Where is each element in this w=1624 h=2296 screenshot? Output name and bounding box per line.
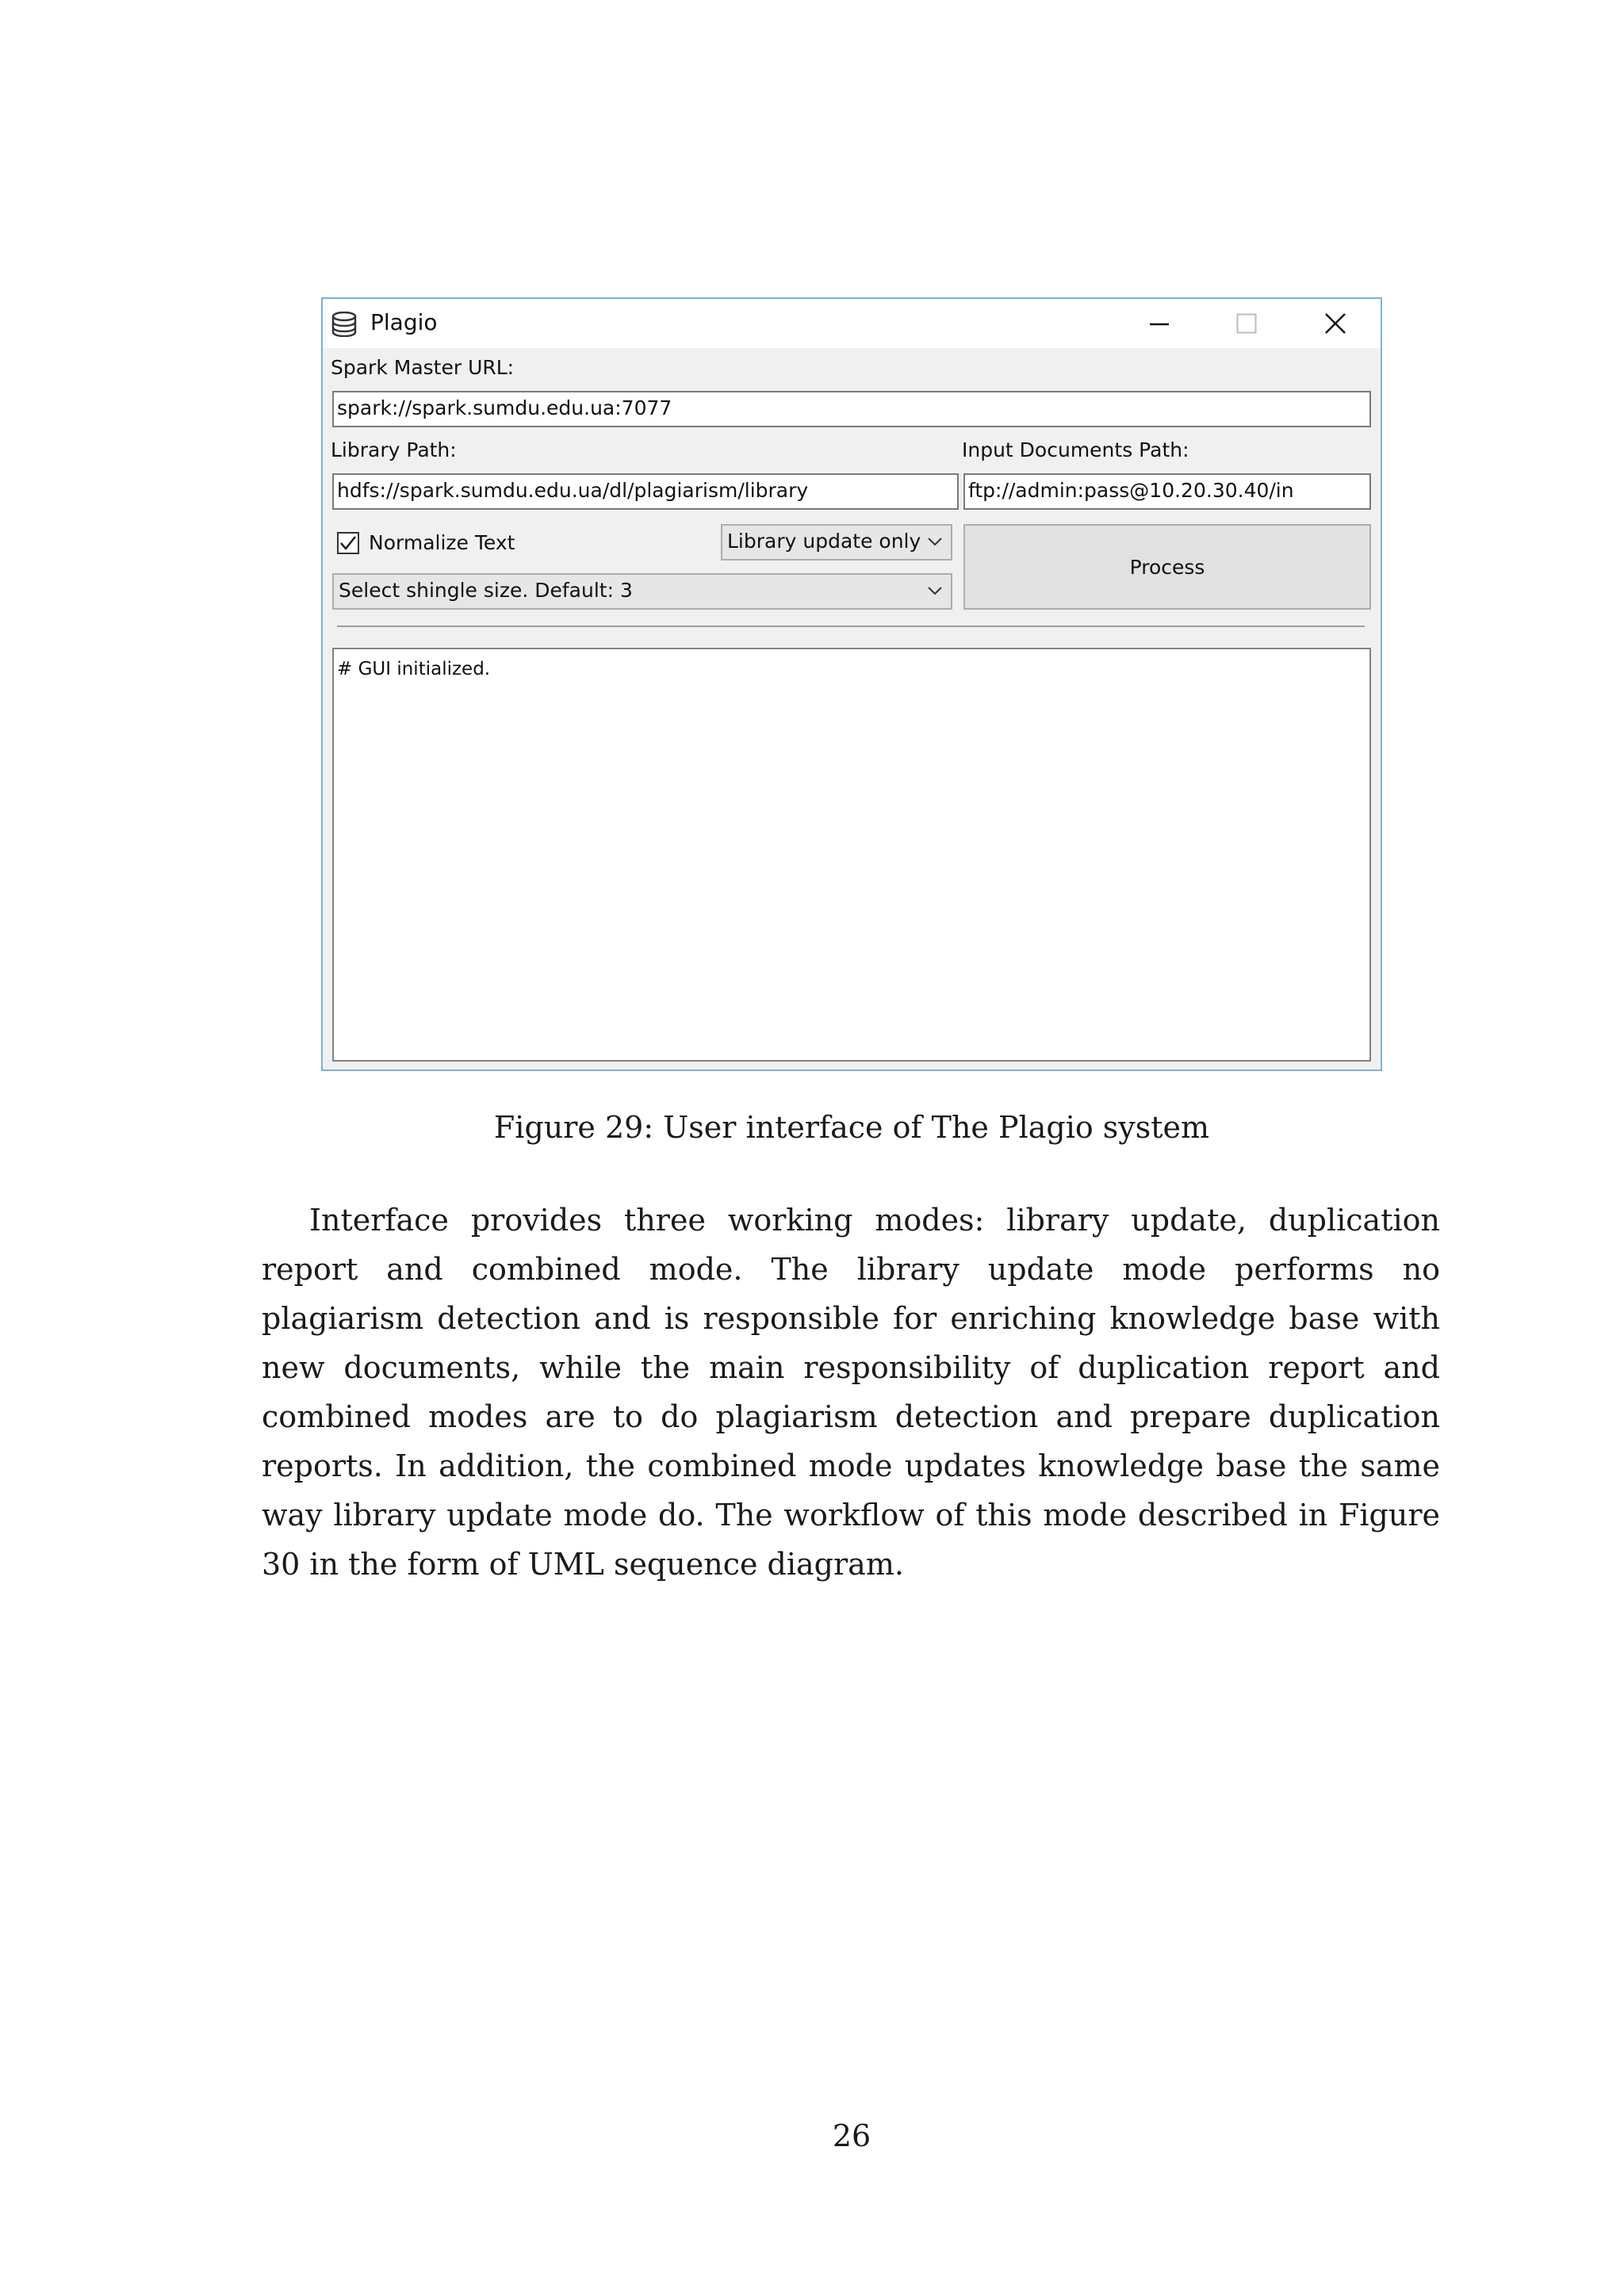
spark-master-url-input[interactable]: spark://spark.sumdu.edu.ua:7077 [332, 391, 1371, 427]
mode-select[interactable] [721, 524, 952, 561]
shingle-size-value: Select shingle size. Default: 3 [339, 579, 633, 602]
log-text: # GUI initialized. [337, 659, 491, 679]
normalize-text-checkbox[interactable] [337, 529, 575, 557]
normalize-text-label: Normalize Text [369, 531, 515, 554]
title-bar[interactable] [323, 299, 1381, 348]
minimize-button[interactable] [1116, 299, 1203, 348]
separator [337, 626, 1365, 627]
maximize-icon [1236, 313, 1257, 334]
input-documents-path-label: Input Documents Path: [962, 438, 1189, 461]
minimize-icon [1149, 313, 1170, 334]
spark-master-url-label: Spark Master URL: [331, 356, 515, 379]
window-title: Plagio [370, 309, 438, 335]
log-output-area[interactable] [332, 648, 1371, 1062]
close-icon [1324, 312, 1346, 335]
input-documents-path-input[interactable]: ftp://admin:pass@10.20.30.40/in [963, 473, 1371, 510]
checkbox-box[interactable] [337, 532, 359, 554]
page-number: 26 [832, 2118, 871, 2153]
chevron-down-icon [927, 584, 943, 597]
body-paragraph: Interface provides three working modes: library update, duplication report and combined mode. The library update mode performs no plagiarism detection and is responsible for enriching knowledge base with new documents, while the main responsibility of duplication report and combined modes are to do plagiarism detection and prepare duplication reports. In addition, the combined mode updates knowledge base the same way library update mode do. The workflow of this mode described in Figure 30 in the form of UML sequence diagram. [262, 1203, 1440, 1582]
check-icon [339, 534, 358, 553]
chevron-down-icon [927, 535, 943, 548]
library-path-label: Library Path: [331, 438, 457, 461]
figure-caption: Figure 29: User interface of The Plagio system [493, 1110, 1210, 1145]
shingle-size-select[interactable] [332, 573, 952, 610]
mode-select-value: Library update only [727, 530, 921, 553]
plagio-window [321, 297, 1382, 1071]
process-button[interactable]: Process [963, 524, 1371, 610]
database-icon [331, 312, 358, 337]
close-button[interactable] [1292, 299, 1379, 348]
maximize-button[interactable] [1203, 299, 1290, 348]
library-path-input[interactable]: hdfs://spark.sumdu.edu.ua/dl/plagiarism/library [332, 473, 959, 510]
